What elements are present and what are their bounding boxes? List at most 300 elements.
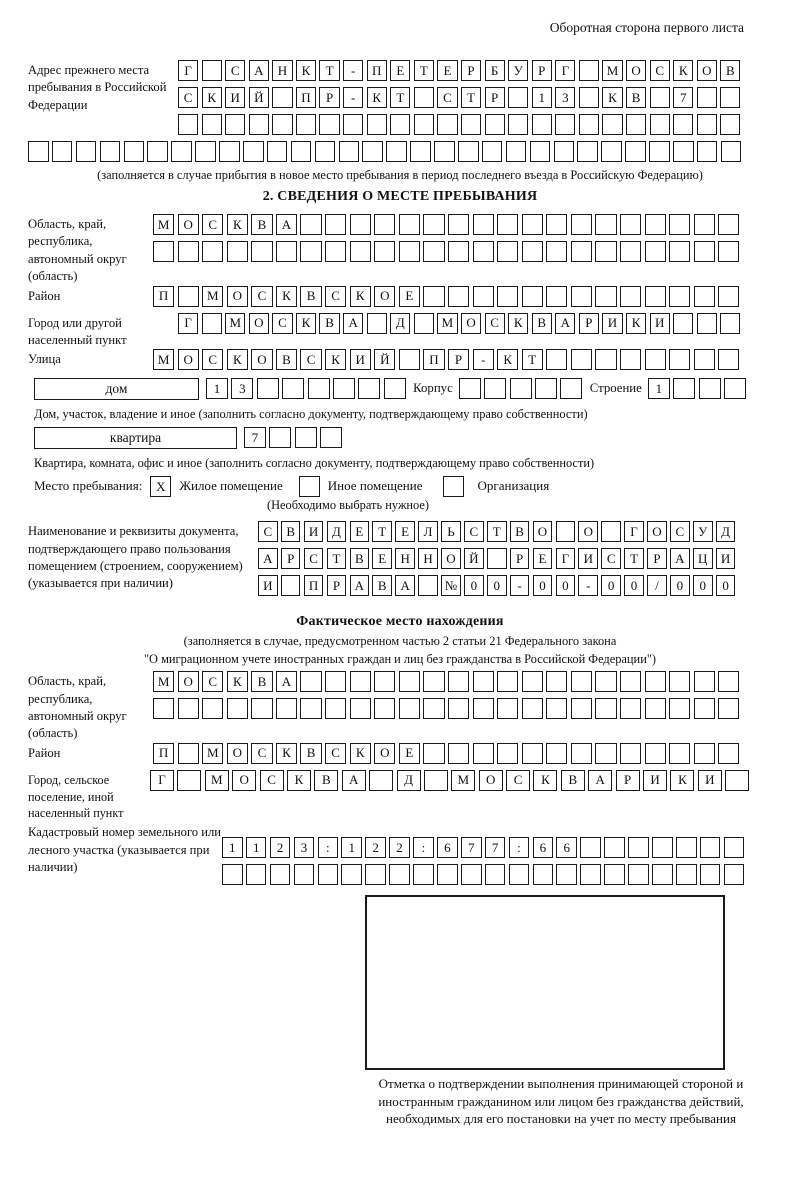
char-cell[interactable]	[319, 114, 339, 135]
char-cell[interactable]	[272, 114, 292, 135]
district-row[interactable]	[153, 286, 743, 307]
char-cell[interactable]	[522, 286, 543, 307]
char-cell[interactable]: 6	[556, 837, 577, 858]
cadastral-row-2[interactable]	[222, 864, 748, 885]
char-cell[interactable]: Т	[319, 60, 339, 81]
char-cell[interactable]	[390, 114, 410, 135]
char-cell[interactable]	[556, 521, 576, 542]
char-cell[interactable]: М	[451, 770, 475, 791]
char-cell[interactable]: -	[510, 575, 530, 596]
char-cell[interactable]: Р	[579, 313, 599, 334]
char-cell[interactable]: -	[578, 575, 598, 596]
char-cell[interactable]	[602, 114, 622, 135]
checkbox-other-premises[interactable]	[299, 476, 320, 497]
char-cell[interactable]: Г	[178, 313, 198, 334]
char-cell[interactable]: Е	[533, 548, 553, 569]
char-cell[interactable]	[579, 87, 599, 108]
char-cell[interactable]	[423, 214, 444, 235]
char-cell[interactable]	[365, 864, 386, 885]
char-cell[interactable]: С	[202, 349, 223, 370]
char-cell[interactable]: А	[395, 575, 415, 596]
previous-address-row-2[interactable]	[178, 87, 744, 108]
char-cell[interactable]: Т	[522, 349, 543, 370]
char-cell[interactable]	[571, 286, 592, 307]
char-cell[interactable]: П	[367, 60, 387, 81]
char-cell[interactable]	[282, 378, 304, 399]
city-row[interactable]	[178, 313, 744, 334]
char-cell[interactable]: И	[602, 313, 622, 334]
char-cell[interactable]: Е	[395, 521, 415, 542]
char-cell[interactable]	[694, 349, 715, 370]
char-cell[interactable]	[369, 770, 393, 791]
char-cell[interactable]	[699, 378, 721, 399]
char-cell[interactable]: К	[296, 60, 316, 81]
char-cell[interactable]	[673, 378, 695, 399]
char-cell[interactable]: М	[202, 286, 223, 307]
char-cell[interactable]	[676, 864, 697, 885]
char-cell[interactable]: О	[374, 286, 395, 307]
char-cell[interactable]: М	[225, 313, 245, 334]
char-cell[interactable]	[219, 141, 240, 162]
char-cell[interactable]	[620, 214, 641, 235]
char-cell[interactable]: С	[325, 743, 346, 764]
char-cell[interactable]	[300, 698, 321, 719]
char-cell[interactable]	[601, 141, 622, 162]
char-cell[interactable]: Р	[461, 60, 481, 81]
char-cell[interactable]	[178, 241, 199, 262]
char-cell[interactable]: К	[626, 313, 646, 334]
char-cell[interactable]	[620, 743, 641, 764]
korpus-cells[interactable]	[459, 378, 586, 399]
char-cell[interactable]	[522, 698, 543, 719]
char-cell[interactable]	[497, 286, 518, 307]
char-cell[interactable]	[461, 114, 481, 135]
document-row-3[interactable]	[258, 575, 739, 596]
street-row[interactable]	[153, 349, 743, 370]
char-cell[interactable]	[580, 864, 601, 885]
char-cell[interactable]: К	[367, 87, 387, 108]
char-cell[interactable]	[399, 698, 420, 719]
char-cell[interactable]	[546, 286, 567, 307]
char-cell[interactable]: В	[720, 60, 740, 81]
char-cell[interactable]: К	[325, 349, 346, 370]
char-cell[interactable]: И	[304, 521, 324, 542]
char-cell[interactable]	[497, 698, 518, 719]
checkbox-residential[interactable]: X	[150, 476, 171, 497]
char-cell[interactable]	[448, 214, 469, 235]
char-cell[interactable]: Л	[418, 521, 438, 542]
char-cell[interactable]: К	[296, 313, 316, 334]
char-cell[interactable]	[171, 141, 192, 162]
char-cell[interactable]	[272, 87, 292, 108]
char-cell[interactable]: 2	[270, 837, 291, 858]
char-cell[interactable]	[461, 864, 482, 885]
char-cell[interactable]: 3	[231, 378, 253, 399]
char-cell[interactable]: М	[437, 313, 457, 334]
char-cell[interactable]	[530, 141, 551, 162]
char-cell[interactable]	[270, 864, 291, 885]
char-cell[interactable]	[325, 241, 346, 262]
char-cell[interactable]: Т	[327, 548, 347, 569]
char-cell[interactable]: Р	[647, 548, 667, 569]
char-cell[interactable]: О	[461, 313, 481, 334]
char-cell[interactable]	[718, 698, 739, 719]
char-cell[interactable]: /	[647, 575, 667, 596]
char-cell[interactable]	[414, 114, 434, 135]
char-cell[interactable]	[341, 864, 362, 885]
char-cell[interactable]	[694, 214, 715, 235]
char-cell[interactable]: 2	[365, 837, 386, 858]
char-cell[interactable]	[522, 671, 543, 692]
char-cell[interactable]	[577, 141, 598, 162]
char-cell[interactable]: Д	[716, 521, 736, 542]
char-cell[interactable]: №	[441, 575, 461, 596]
char-cell[interactable]	[694, 671, 715, 692]
char-cell[interactable]: Д	[327, 521, 347, 542]
char-cell[interactable]	[645, 671, 666, 692]
char-cell[interactable]	[448, 671, 469, 692]
char-cell[interactable]	[257, 378, 279, 399]
char-cell[interactable]: А	[588, 770, 612, 791]
char-cell[interactable]	[350, 214, 371, 235]
char-cell[interactable]: :	[509, 837, 530, 858]
char-cell[interactable]	[473, 671, 494, 692]
char-cell[interactable]: О	[374, 743, 395, 764]
char-cell[interactable]	[276, 698, 297, 719]
char-cell[interactable]: В	[300, 286, 321, 307]
char-cell[interactable]	[362, 141, 383, 162]
char-cell[interactable]	[645, 349, 666, 370]
char-cell[interactable]: С	[464, 521, 484, 542]
char-cell[interactable]: 1	[648, 378, 670, 399]
char-cell[interactable]: К	[602, 87, 622, 108]
char-cell[interactable]: К	[287, 770, 311, 791]
char-cell[interactable]	[178, 698, 199, 719]
char-cell[interactable]	[418, 575, 438, 596]
char-cell[interactable]: Е	[399, 286, 420, 307]
char-cell[interactable]	[251, 241, 272, 262]
char-cell[interactable]: О	[251, 349, 272, 370]
char-cell[interactable]	[485, 864, 506, 885]
char-cell[interactable]	[673, 114, 693, 135]
char-cell[interactable]	[225, 114, 245, 135]
house-type-box[interactable]: дом	[34, 378, 199, 400]
char-cell[interactable]	[571, 743, 592, 764]
char-cell[interactable]: А	[555, 313, 575, 334]
char-cell[interactable]	[177, 770, 201, 791]
char-cell[interactable]	[448, 286, 469, 307]
char-cell[interactable]: В	[510, 521, 530, 542]
char-cell[interactable]: В	[626, 87, 646, 108]
char-cell[interactable]	[473, 743, 494, 764]
char-cell[interactable]	[227, 241, 248, 262]
char-cell[interactable]: А	[342, 770, 366, 791]
char-cell[interactable]	[434, 141, 455, 162]
char-cell[interactable]: Б	[485, 60, 505, 81]
char-cell[interactable]: 6	[533, 837, 554, 858]
char-cell[interactable]: Г	[150, 770, 174, 791]
char-cell[interactable]	[601, 521, 621, 542]
char-cell[interactable]	[482, 141, 503, 162]
char-cell[interactable]	[645, 241, 666, 262]
char-cell[interactable]	[350, 671, 371, 692]
document-row-1[interactable]	[258, 521, 739, 542]
char-cell[interactable]	[700, 837, 721, 858]
char-cell[interactable]: Й	[464, 548, 484, 569]
char-cell[interactable]: 0	[624, 575, 644, 596]
char-cell[interactable]: С	[225, 60, 245, 81]
char-cell[interactable]: К	[350, 286, 371, 307]
char-cell[interactable]	[424, 770, 448, 791]
char-cell[interactable]	[626, 114, 646, 135]
char-cell[interactable]	[227, 698, 248, 719]
char-cell[interactable]: С	[304, 548, 324, 569]
char-cell[interactable]: В	[561, 770, 585, 791]
char-cell[interactable]	[694, 743, 715, 764]
char-cell[interactable]: 1	[341, 837, 362, 858]
char-cell[interactable]	[556, 864, 577, 885]
char-cell[interactable]	[367, 313, 387, 334]
char-cell[interactable]: Е	[350, 521, 370, 542]
char-cell[interactable]: А	[276, 671, 297, 692]
char-cell[interactable]	[546, 241, 567, 262]
char-cell[interactable]: 0	[693, 575, 713, 596]
char-cell[interactable]	[595, 349, 616, 370]
char-cell[interactable]	[423, 743, 444, 764]
char-cell[interactable]	[509, 864, 530, 885]
char-cell[interactable]	[595, 743, 616, 764]
char-cell[interactable]: 7	[485, 837, 506, 858]
char-cell[interactable]	[580, 837, 601, 858]
char-cell[interactable]: 0	[601, 575, 621, 596]
char-cell[interactable]: М	[602, 60, 622, 81]
char-cell[interactable]: С	[670, 521, 690, 542]
char-cell[interactable]	[343, 114, 363, 135]
char-cell[interactable]: К	[497, 349, 518, 370]
char-cell[interactable]: П	[153, 286, 174, 307]
char-cell[interactable]: К	[670, 770, 694, 791]
actual-region-row-2[interactable]	[153, 698, 743, 719]
char-cell[interactable]	[508, 87, 528, 108]
char-cell[interactable]: Р	[319, 87, 339, 108]
char-cell[interactable]	[222, 864, 243, 885]
char-cell[interactable]	[333, 378, 355, 399]
char-cell[interactable]	[294, 864, 315, 885]
char-cell[interactable]: С	[601, 548, 621, 569]
char-cell[interactable]	[620, 286, 641, 307]
char-cell[interactable]: С	[260, 770, 284, 791]
char-cell[interactable]: Е	[372, 548, 392, 569]
char-cell[interactable]	[694, 286, 715, 307]
char-cell[interactable]: С	[300, 349, 321, 370]
char-cell[interactable]	[374, 241, 395, 262]
char-cell[interactable]	[724, 864, 745, 885]
char-cell[interactable]	[650, 87, 670, 108]
char-cell[interactable]	[423, 286, 444, 307]
char-cell[interactable]	[484, 378, 506, 399]
char-cell[interactable]: 2	[389, 837, 410, 858]
char-cell[interactable]	[546, 349, 567, 370]
apartment-number-cells[interactable]	[244, 427, 346, 448]
char-cell[interactable]	[358, 378, 380, 399]
char-cell[interactable]	[571, 671, 592, 692]
char-cell[interactable]	[546, 671, 567, 692]
char-cell[interactable]: О	[533, 521, 553, 542]
char-cell[interactable]	[339, 141, 360, 162]
char-cell[interactable]: А	[343, 313, 363, 334]
char-cell[interactable]	[669, 286, 690, 307]
char-cell[interactable]: О	[479, 770, 503, 791]
char-cell[interactable]: Р	[327, 575, 347, 596]
char-cell[interactable]	[246, 864, 267, 885]
stroenie-cells[interactable]	[648, 378, 750, 399]
char-cell[interactable]: К	[673, 60, 693, 81]
char-cell[interactable]	[571, 349, 592, 370]
char-cell[interactable]	[410, 141, 431, 162]
char-cell[interactable]: Р	[532, 60, 552, 81]
char-cell[interactable]	[718, 241, 739, 262]
char-cell[interactable]	[725, 770, 749, 791]
char-cell[interactable]	[269, 427, 291, 448]
char-cell[interactable]	[325, 671, 346, 692]
actual-region-row-1[interactable]	[153, 671, 743, 692]
char-cell[interactable]	[571, 241, 592, 262]
char-cell[interactable]: 1	[206, 378, 228, 399]
char-cell[interactable]: 0	[464, 575, 484, 596]
document-row-2[interactable]	[258, 548, 739, 569]
char-cell[interactable]: О	[227, 743, 248, 764]
char-cell[interactable]: К	[276, 743, 297, 764]
char-cell[interactable]: К	[227, 214, 248, 235]
char-cell[interactable]: В	[350, 548, 370, 569]
char-cell[interactable]: В	[251, 214, 272, 235]
char-cell[interactable]	[620, 671, 641, 692]
char-cell[interactable]: С	[202, 671, 223, 692]
char-cell[interactable]	[497, 671, 518, 692]
char-cell[interactable]	[243, 141, 264, 162]
char-cell[interactable]: 7	[461, 837, 482, 858]
char-cell[interactable]	[374, 698, 395, 719]
char-cell[interactable]	[650, 114, 670, 135]
char-cell[interactable]	[645, 698, 666, 719]
char-cell[interactable]: О	[441, 548, 461, 569]
char-cell[interactable]	[718, 671, 739, 692]
char-cell[interactable]	[604, 837, 625, 858]
char-cell[interactable]	[374, 214, 395, 235]
char-cell[interactable]: А	[258, 548, 278, 569]
char-cell[interactable]: О	[178, 349, 199, 370]
char-cell[interactable]: М	[202, 743, 223, 764]
char-cell[interactable]	[595, 241, 616, 262]
char-cell[interactable]	[669, 671, 690, 692]
char-cell[interactable]: А	[350, 575, 370, 596]
char-cell[interactable]	[628, 864, 649, 885]
char-cell[interactable]: Р	[616, 770, 640, 791]
char-cell[interactable]: В	[319, 313, 339, 334]
char-cell[interactable]: 1	[532, 87, 552, 108]
char-cell[interactable]: О	[697, 60, 717, 81]
char-cell[interactable]	[147, 141, 168, 162]
char-cell[interactable]	[437, 864, 458, 885]
char-cell[interactable]	[100, 141, 121, 162]
char-cell[interactable]	[350, 698, 371, 719]
char-cell[interactable]	[350, 241, 371, 262]
char-cell[interactable]: В	[532, 313, 552, 334]
char-cell[interactable]: 7	[244, 427, 266, 448]
char-cell[interactable]	[620, 241, 641, 262]
char-cell[interactable]	[721, 141, 742, 162]
char-cell[interactable]: 0	[533, 575, 553, 596]
char-cell[interactable]	[522, 214, 543, 235]
char-cell[interactable]: С	[258, 521, 278, 542]
char-cell[interactable]	[487, 548, 507, 569]
char-cell[interactable]: Е	[437, 60, 457, 81]
checkbox-organization[interactable]	[443, 476, 464, 497]
apartment-type-box[interactable]: квартира	[34, 427, 237, 449]
char-cell[interactable]: У	[508, 60, 528, 81]
char-cell[interactable]	[399, 214, 420, 235]
char-cell[interactable]	[522, 743, 543, 764]
char-cell[interactable]	[414, 87, 434, 108]
char-cell[interactable]	[724, 378, 746, 399]
char-cell[interactable]	[296, 114, 316, 135]
char-cell[interactable]	[522, 241, 543, 262]
char-cell[interactable]: К	[508, 313, 528, 334]
char-cell[interactable]	[153, 241, 174, 262]
char-cell[interactable]: К	[533, 770, 557, 791]
char-cell[interactable]: -	[473, 349, 494, 370]
char-cell[interactable]	[595, 671, 616, 692]
char-cell[interactable]	[178, 286, 199, 307]
char-cell[interactable]: В	[281, 521, 301, 542]
char-cell[interactable]	[325, 698, 346, 719]
char-cell[interactable]	[459, 378, 481, 399]
char-cell[interactable]: П	[423, 349, 444, 370]
char-cell[interactable]	[153, 698, 174, 719]
char-cell[interactable]	[300, 241, 321, 262]
char-cell[interactable]: С	[437, 87, 457, 108]
char-cell[interactable]: 1	[222, 837, 243, 858]
char-cell[interactable]: А	[670, 548, 690, 569]
char-cell[interactable]: С	[272, 313, 292, 334]
char-cell[interactable]	[720, 313, 740, 334]
char-cell[interactable]	[300, 214, 321, 235]
char-cell[interactable]	[458, 141, 479, 162]
char-cell[interactable]: Т	[487, 521, 507, 542]
char-cell[interactable]: Н	[395, 548, 415, 569]
char-cell[interactable]: И	[643, 770, 667, 791]
char-cell[interactable]: В	[251, 671, 272, 692]
char-cell[interactable]: Т	[624, 548, 644, 569]
char-cell[interactable]: И	[650, 313, 670, 334]
char-cell[interactable]: И	[350, 349, 371, 370]
char-cell[interactable]	[178, 743, 199, 764]
char-cell[interactable]	[437, 114, 457, 135]
char-cell[interactable]	[555, 114, 575, 135]
char-cell[interactable]: 0	[670, 575, 690, 596]
char-cell[interactable]: С	[325, 286, 346, 307]
char-cell[interactable]: Р	[510, 548, 530, 569]
char-cell[interactable]	[485, 114, 505, 135]
char-cell[interactable]	[652, 837, 673, 858]
char-cell[interactable]: Ц	[693, 548, 713, 569]
char-cell[interactable]	[604, 864, 625, 885]
char-cell[interactable]: П	[296, 87, 316, 108]
char-cell[interactable]: В	[276, 349, 297, 370]
char-cell[interactable]	[473, 286, 494, 307]
char-cell[interactable]	[571, 698, 592, 719]
char-cell[interactable]: Р	[485, 87, 505, 108]
